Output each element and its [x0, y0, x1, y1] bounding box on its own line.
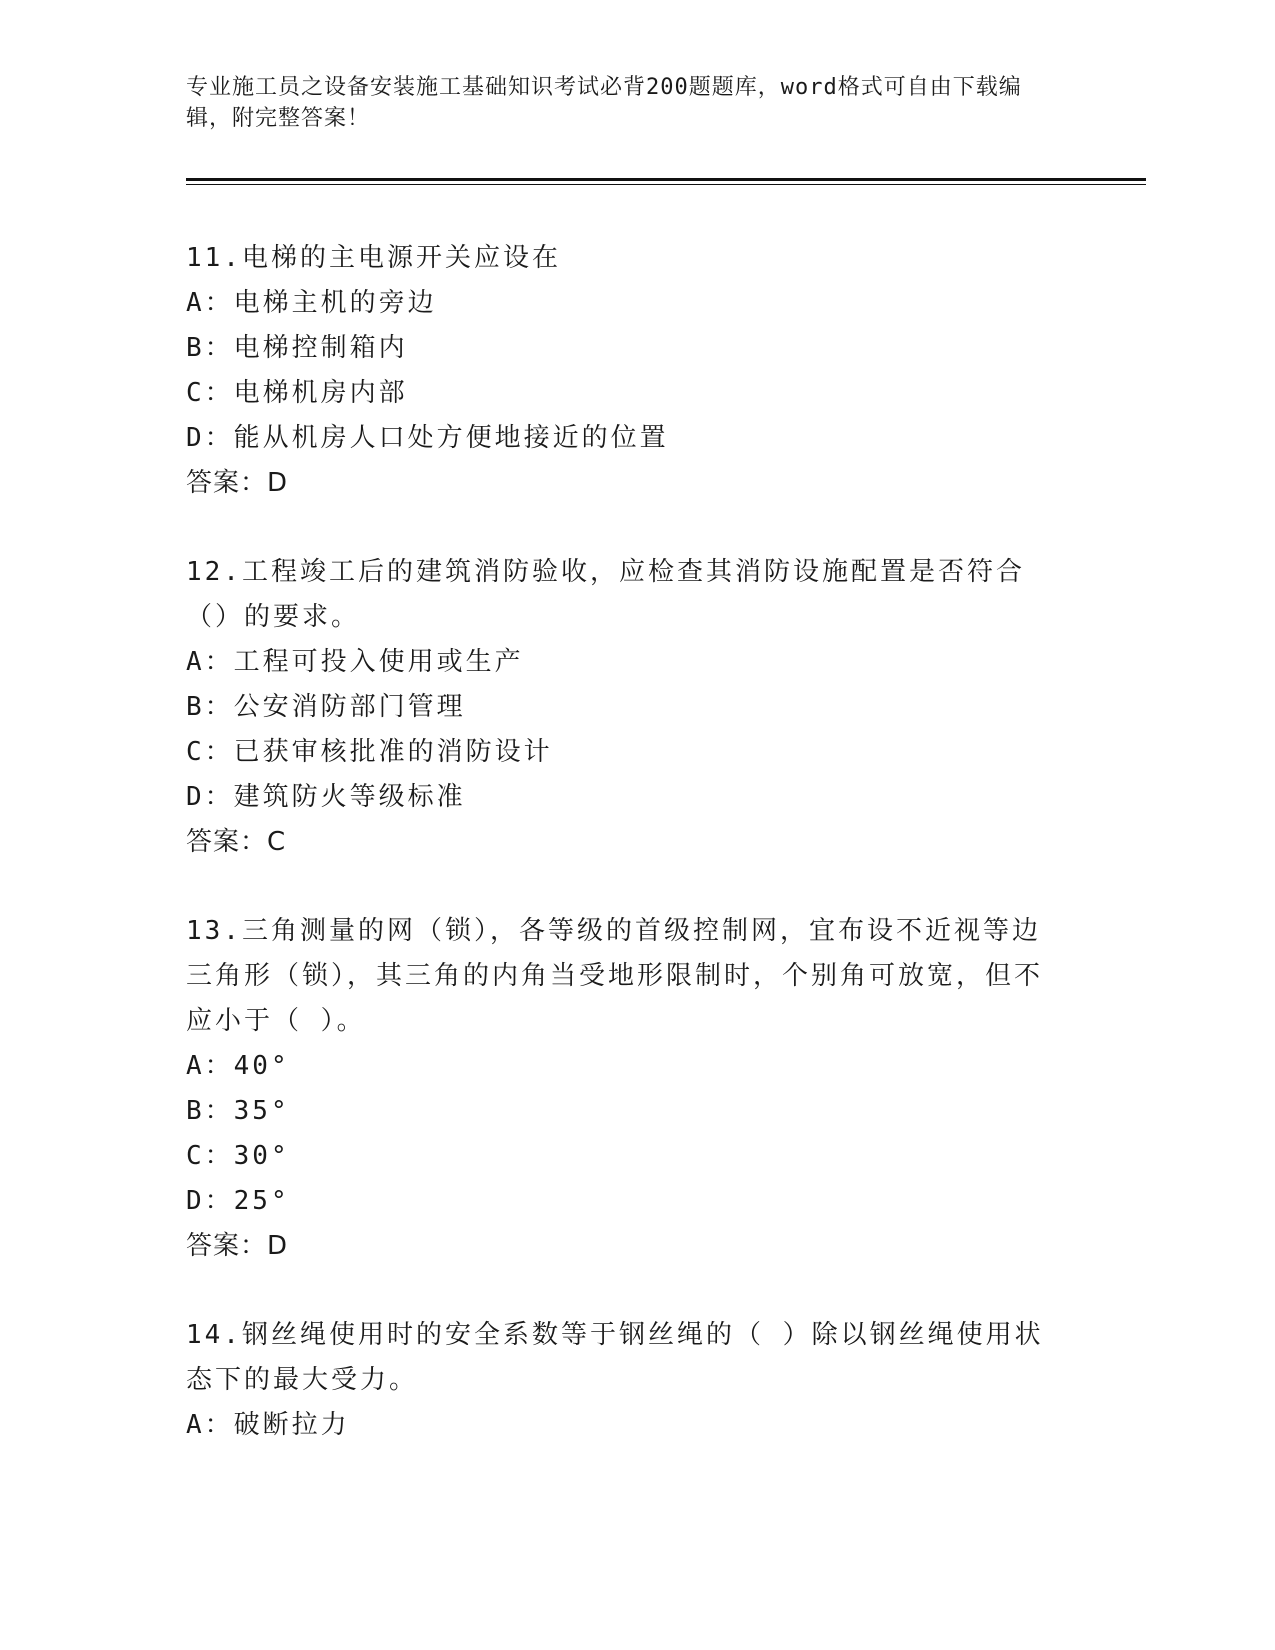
question-option: A：破断拉力 — [186, 1410, 350, 1440]
question-option: A：电梯主机的旁边 — [186, 288, 437, 318]
question-option: B：公安消防部门管理 — [186, 692, 466, 722]
question-item — [186, 909, 1066, 1269]
question-option: D：建筑防火等级标准 — [186, 782, 466, 812]
question-option: A：工程可投入使用或生产 — [186, 647, 524, 677]
question-option: B：35° — [186, 1096, 290, 1126]
divider-thick-line — [186, 178, 1146, 181]
question-item — [186, 236, 1066, 506]
question-option: D：25° — [186, 1186, 290, 1216]
question-option: C：电梯机房内部 — [186, 378, 408, 408]
question-answer: 答案：D — [186, 468, 289, 498]
question-answer: 答案：D — [186, 1231, 289, 1261]
question-stem: 13.三角测量的网（锁），各等级的首级控制网，宜布设不近视等边三角形（锁），其三角的内角当受地形限制时，个别角可放宽，但不应小于（ ）。 — [186, 916, 1044, 1036]
question-item — [186, 550, 1066, 865]
question-option: D：能从机房人口处方便地接近的位置 — [186, 423, 669, 453]
divider-thin-line — [186, 184, 1146, 185]
question-stem: 14.钢丝绳使用时的安全系数等于钢丝绳的（ ）除以钢丝绳使用状态下的最大受力。 — [186, 1320, 1044, 1395]
document-page — [186, 72, 1146, 134]
question-option: C：30° — [186, 1141, 290, 1171]
question-answer: 答案：C — [186, 827, 287, 857]
question-list — [186, 236, 1066, 1492]
question-option: A：40° — [186, 1051, 290, 1081]
question-stem: 11.电梯的主电源开关应设在 — [186, 243, 561, 273]
question-option: B：电梯控制箱内 — [186, 333, 408, 363]
document-header-title: 专业施工员之设备安装施工基础知识考试必背200题题库，word格式可自由下载编辑，附完整答案！ — [186, 75, 1022, 131]
question-item — [186, 1313, 1066, 1448]
question-option: C：已获审核批准的消防设计 — [186, 737, 553, 767]
header-divider — [186, 178, 1146, 185]
question-stem: 12.工程竣工后的建筑消防验收，应检查其消防设施配置是否符合（）的要求。 — [186, 557, 1025, 632]
